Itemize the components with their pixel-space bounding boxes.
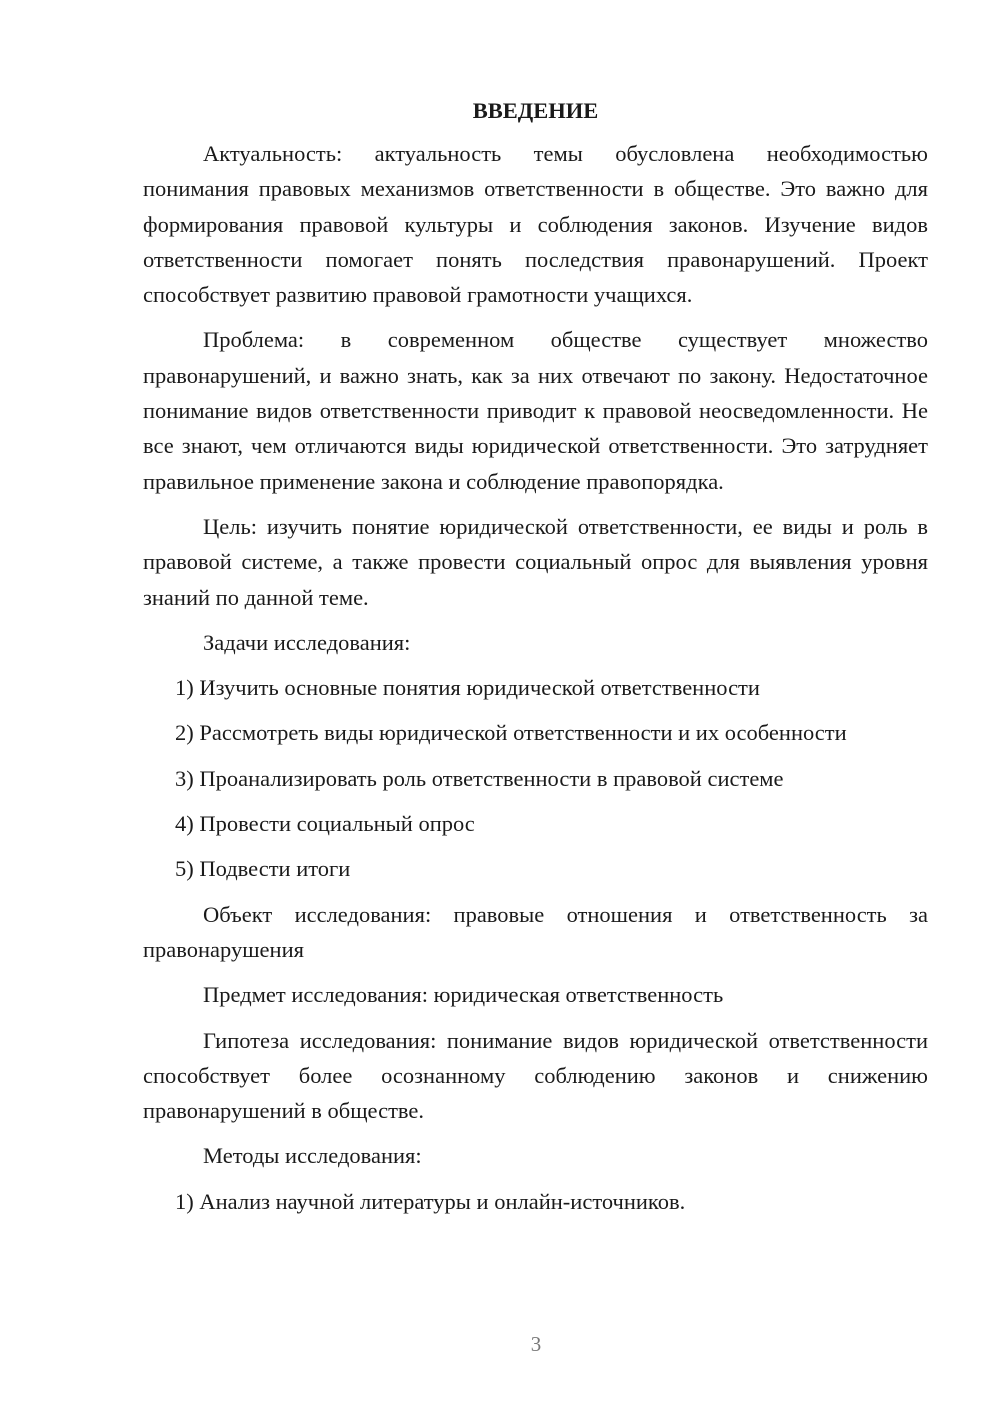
tasks-heading: Задачи исследования: bbox=[203, 629, 411, 655]
hypothesis-paragraph: Гипотеза исследования: понимание видов юридической ответственности способствует более осознанному соблюдению законов и снижению правонарушений в обществе. bbox=[143, 1027, 928, 1124]
task-item-2: 2) Рассмотреть виды юридической ответственности и их особенности bbox=[175, 720, 847, 746]
subject-paragraph: Предмет исследования: юридическая ответственность bbox=[203, 982, 724, 1008]
relevance-paragraph: Актуальность: актуальность темы обусловлена необходимостью понимания правовых механизмов ответственности в обществе. Это важно для формирования правовой культуры и соблюдения законов. Изучение видов ответственности помогает понять последствия правонарушений. Проект способствует развитию правовой грамотности учащихся. bbox=[143, 141, 928, 308]
problem-paragraph: Проблема: в современном обществе существует множество правонарушений, и важно знать, как за них отвечают по закону. Недостаточное понимание видов ответственности приводит к правовой неосведомленности. Не все знают, чем отличаются виды юридической ответственности. Это затрудняет правильное применение закона и соблюдение правопорядка. bbox=[143, 327, 928, 494]
page-content bbox=[143, 93, 928, 1219]
object-paragraph: Объект исследования: правовые отношения и ответственность за правонарушения bbox=[143, 901, 928, 962]
methods-heading: Методы исследования: bbox=[203, 1143, 422, 1169]
goal-paragraph: Цель: изучить понятие юридической ответственности, ее виды и роль в правовой системе, а также провести социальный опрос для выявления уровня знаний по данной теме. bbox=[143, 513, 928, 610]
page-title: ВВЕДЕНИЕ bbox=[472, 98, 599, 123]
page-number: 3 bbox=[530, 1332, 542, 1356]
task-item-1: 1) Изучить основные понятия юридической ответственности bbox=[175, 675, 760, 701]
method-item-1: 1) Анализ научной литературы и онлайн-источников. bbox=[175, 1188, 686, 1214]
task-item-4: 4) Провести социальный опрос bbox=[175, 811, 475, 837]
task-item-5: 5) Подвести итоги bbox=[175, 856, 351, 882]
task-item-3: 3) Проанализировать роль ответственности в правовой системе bbox=[175, 765, 784, 791]
